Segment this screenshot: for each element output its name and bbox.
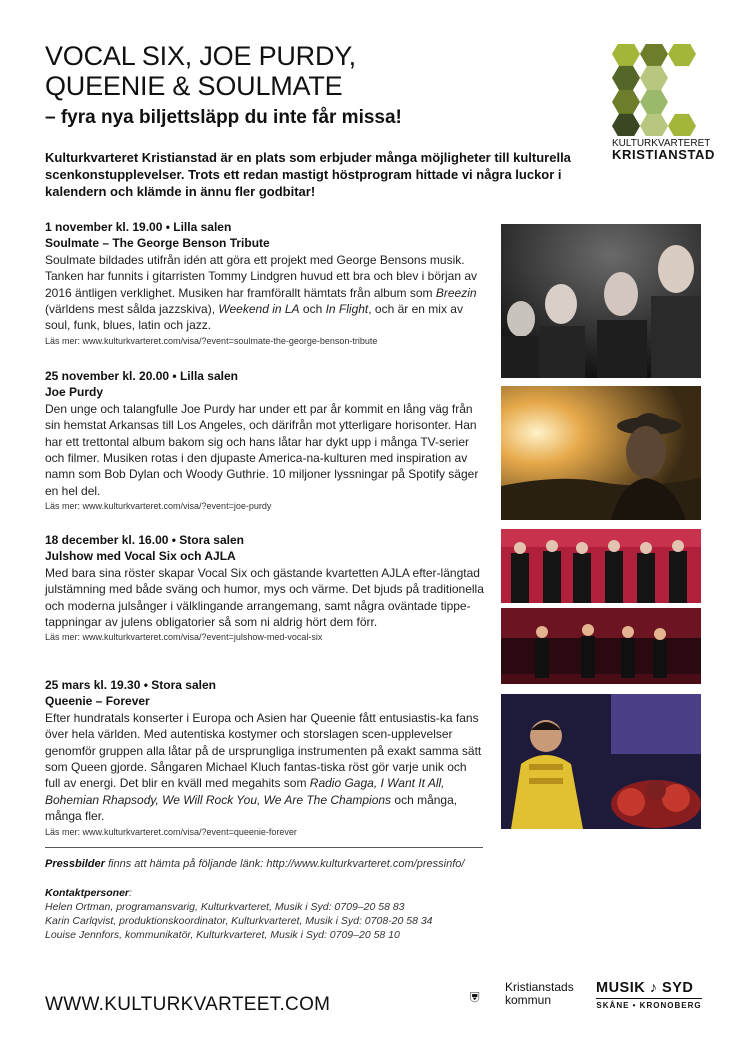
event-date: 1 november kl. 19.00 • Lilla salen bbox=[45, 220, 232, 234]
event-joe-purdy bbox=[45, 368, 485, 513]
press-label: Pressbilder bbox=[45, 858, 105, 870]
page-subtitle: – fyra nya biljettsläpp du inte får missa! bbox=[45, 107, 402, 128]
logo-hexagon bbox=[612, 44, 640, 66]
ajla-photo bbox=[501, 608, 701, 684]
event-link[interactable]: Läs mer: www.kulturkvarteret.com/visa/?event=joe-purdy bbox=[45, 501, 272, 512]
website-url[interactable]: WWW.KULTURKVARTEET.COM bbox=[45, 994, 331, 1015]
contacts-heading: Kontaktpersoner bbox=[45, 887, 130, 899]
logo-line-1: KULTURKVARTERET bbox=[612, 138, 711, 149]
vocal-six-photo bbox=[501, 529, 701, 603]
event-soulmate bbox=[45, 219, 485, 348]
contact-line: Louise Jennfors, kommunikatör, Kulturkvarteret, Musik i Syd: 0709–20 58 10 bbox=[45, 929, 400, 941]
event-body: Den unge och talangfulle Joe Purdy har under ett par år kommit en lång väg från sin hemstat Arkansas till Los Angeles, och därifrån mot ytterligare horisonter. Han har ett trettontal album bakom sig och hans låtar har dykt upp i många TV-serier och filmer. Musiken rotas i den djupaste America-na-kulturen med inspiration av namn som Bob Dylan och Woody Guthrie. 10 miljoner lyssningar på Spotify säger en hel del. bbox=[45, 401, 479, 498]
logo-hexagon bbox=[640, 114, 668, 136]
queenie-photo bbox=[501, 694, 701, 829]
logo-hexagon bbox=[640, 44, 668, 66]
title-line-1: VOCAL SIX, JOE PURDY, bbox=[45, 41, 356, 71]
logo-hexagon bbox=[640, 66, 668, 90]
contact-line: Karin Carlqvist, produktionskoordinator, Kulturkvarteret, Musik i Syd: 0708-20 58 34 bbox=[45, 915, 433, 927]
logo-hexagon bbox=[640, 90, 668, 114]
event-name: Soulmate – The George Benson Tribute bbox=[45, 236, 270, 251]
event-julshow bbox=[45, 532, 485, 644]
logo-hexagon bbox=[668, 114, 696, 136]
logo-hexagon bbox=[612, 114, 640, 136]
section-divider bbox=[45, 847, 483, 848]
logo-hexagon bbox=[612, 90, 640, 114]
event-link[interactable]: Läs mer: www.kulturkvarteret.com/visa/?event=soulmate-the-george-benson-tribute bbox=[45, 335, 378, 346]
press-info bbox=[45, 857, 464, 872]
event-name: Queenie – Forever bbox=[45, 694, 150, 709]
event-link[interactable]: Läs mer: www.kulturkvarteret.com/visa/?event=julshow-med-vocal-six bbox=[45, 632, 323, 643]
event-date: 18 december kl. 16.00 • Stora salen bbox=[45, 533, 244, 547]
logo-hexagon bbox=[668, 44, 696, 66]
event-date: 25 november kl. 20.00 • Lilla salen bbox=[45, 369, 238, 383]
contact-line: Helen Ortman, programansvarig, Kulturkvarteret, Musik i Syd: 0709–20 58 83 bbox=[45, 901, 405, 913]
page-title bbox=[45, 41, 475, 101]
soulmate-band-photo bbox=[501, 224, 701, 378]
musik-logo-bottom: SKÅNE • KRONOBERG bbox=[596, 1001, 702, 1010]
event-date: 25 mars kl. 19.30 • Stora salen bbox=[45, 678, 216, 692]
logo-hexagon bbox=[612, 66, 640, 90]
event-body: Soulmate bildades utifrån idén att göra ett projekt med George Bensons musik. Tanken har funnits i gitarristen Tommy Lindgren huvud ett bra och blev i början av 2016 äntligen verklighet. Musiken har framförallt hämtats från album som Breezin (världens mest sålda jazzskiva), Weekend in LA och In Flight, och är en mix av soul, funk, blues, latin och jazz. bbox=[45, 252, 478, 333]
kommun-line-1: Kristianstads bbox=[505, 980, 574, 994]
kommun-text bbox=[505, 981, 574, 1007]
press-link-text[interactable]: finns att hämta på följande länk: http://www.kulturkvarteret.com/pressinfo/ bbox=[104, 858, 465, 870]
contacts-section: Kontaktpersoner: Helen Ortman, programansvarig, Kulturkvarteret, Musik i Syd: 0709–20 58 83 Karin Carlqvist, produktionskoordinator, Kulturkvarteret, Musik i Syd: 0708-20 58 34 Louise Jennfors, kommunikatör, Kulturkvarteret, Musik i Syd: 0709–20 58 10 bbox=[45, 887, 433, 941]
event-link[interactable]: Läs mer: www.kulturkvarteret.com/visa/?event=queenie-forever bbox=[45, 826, 297, 837]
event-name: Joe Purdy bbox=[45, 385, 104, 400]
event-body: Efter hundratals konserter i Europa och Asien har Queenie fått entusiastis-ka fans över hela världen. Med autentiska kostymer och storslagen scen-upplevelser genomför gruppen alla låtar på de ursprungliga instrumenten på exakt samma sätt som Queen gjorde. Sångaren Michael Kluch fantas-tiska röst gör varje unik och full av energi. Det blir en kväll med megahits som Radio Gaga, I Want It All, Bohemian Rhapsody, We Will Rock You, We Are The Champions och många, många fler. bbox=[45, 710, 482, 824]
joe-purdy-photo bbox=[501, 386, 701, 520]
logo-text bbox=[612, 138, 715, 160]
kulturkvarteret-logo-icon bbox=[610, 44, 702, 136]
event-queenie bbox=[45, 677, 485, 839]
musik-logo-top: MUSIK ♪ SYD bbox=[596, 980, 702, 999]
logo-line-2: KRISTIANSTAD bbox=[612, 147, 716, 162]
kommun-line-2: kommun bbox=[505, 993, 552, 1007]
kristianstad-kommun-crest-icon bbox=[470, 979, 504, 1015]
musik-i-syd-logo bbox=[596, 980, 702, 1010]
event-body: Med bara sina röster skapar Vocal Six och gästande kvartetten AJLA efter-längtad julstämning med både sväng och humor, mys och värme. Det bjuds på traditionella och moderna julsånger i välklingande arrangemang, samt några oväntade tippe-tappningar av julens obligatorier så som ni aldrig hört dem förr. bbox=[45, 565, 484, 630]
intro-paragraph: Kulturkvarteret Kristianstad är en plats som erbjuder många möjligheter till kulturella scenkonstupplevelser. Trots ett redan mastigt höstprogram hittade vi några luckor i kalendern och klämde in ännu fler godbitar! bbox=[45, 150, 571, 199]
event-name: Julshow med Vocal Six och AJLA bbox=[45, 549, 236, 564]
title-line-2: QUEENIE & SOULMATE bbox=[45, 71, 343, 101]
